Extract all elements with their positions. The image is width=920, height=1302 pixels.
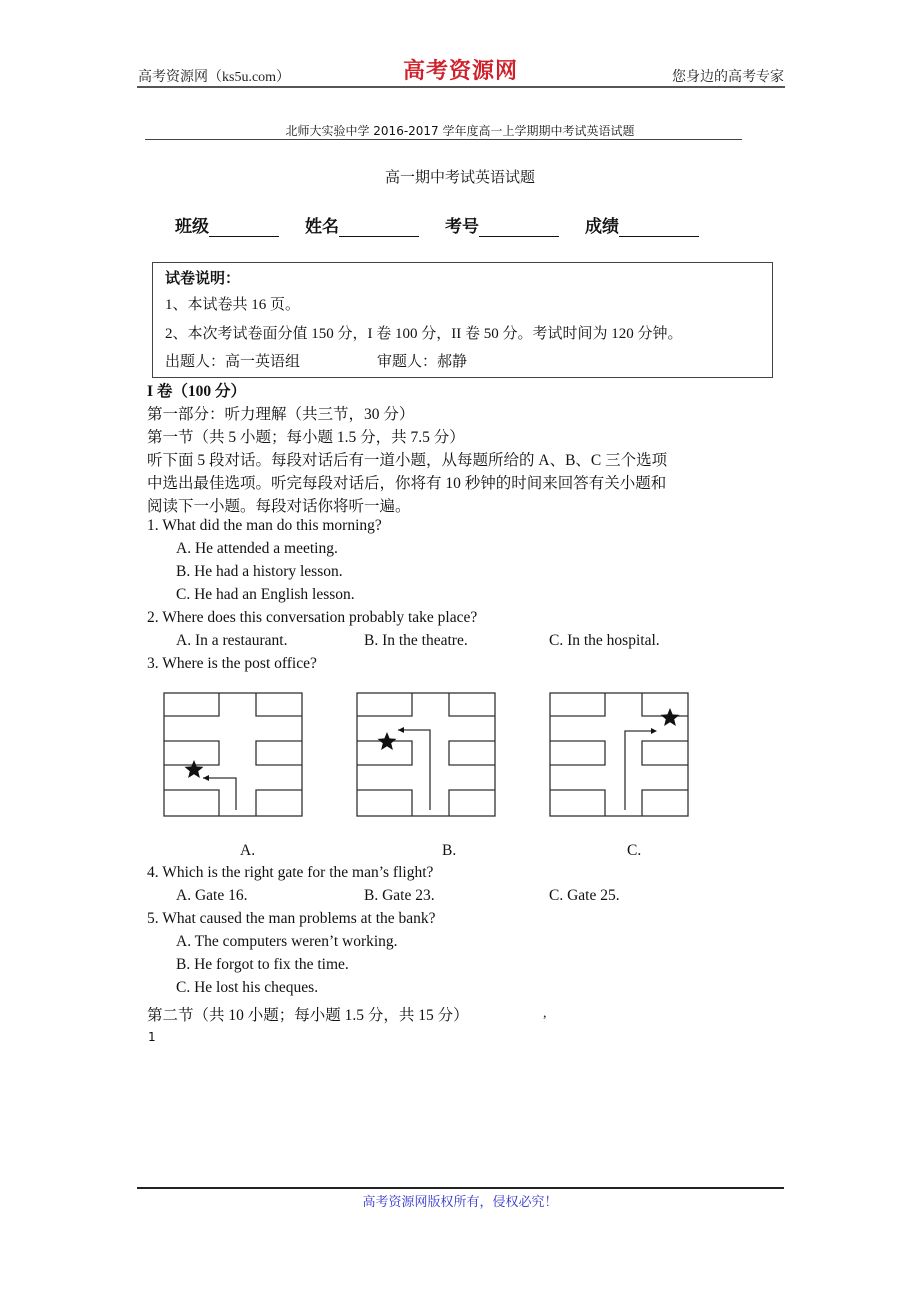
question-4-option-b: B. Gate 23. <box>364 887 435 904</box>
star-icon <box>378 732 397 750</box>
exam-number-label: 考号 <box>445 217 479 236</box>
part-heading: I 卷（100 分） <box>147 383 247 400</box>
exam-number-field[interactable] <box>445 212 559 237</box>
question-1-option-c: C. He had an English lesson. <box>176 586 355 603</box>
section-heading: 第一部分：听力理解（共三节，30 分） <box>147 406 415 423</box>
question-4-option-a: A. Gate 16. <box>176 887 248 904</box>
question-4-stem: 4. Which is the right gate for the man’s flight? <box>147 864 434 881</box>
instructions-line-2: 中选出最佳选项。听完每段对话后，你将有 10 秒钟的时间来回答有关小题和 <box>147 475 667 492</box>
notes-author: 出题人：高一英语组 <box>165 354 301 370</box>
map-b-label: B. <box>442 842 457 859</box>
star-icon <box>661 708 680 726</box>
title-divider <box>145 139 742 140</box>
question-1-stem: 1. What did the man do this morning? <box>147 517 382 534</box>
question-5-option-b: B. He forgot to fix the time. <box>176 956 349 973</box>
site-name: 高考资源网（ks5u.com） <box>138 70 291 85</box>
stray-mark: , <box>543 1006 547 1021</box>
map-c-label: C. <box>627 842 642 859</box>
name-field[interactable] <box>305 212 419 237</box>
score-field[interactable] <box>585 212 699 237</box>
page-number: 1 <box>148 1030 156 1044</box>
question-3-stem: 3. Where is the post office? <box>147 655 317 672</box>
name-blank[interactable] <box>339 218 419 237</box>
exam-notes-box <box>152 262 773 378</box>
instructions-line-3: 阅读下一小题。每段对话你将听一遍。 <box>147 498 411 515</box>
score-label: 成绩 <box>585 217 619 236</box>
subsection-1-heading: 第一节（共 5 小题；每小题 1.5 分，共 7.5 分） <box>147 429 465 446</box>
header-divider <box>137 86 785 88</box>
map-c-diagram <box>549 692 689 817</box>
question-1-option-b: B. He had a history lesson. <box>176 563 343 580</box>
class-blank[interactable] <box>209 218 279 237</box>
notes-line-1: 1、本试卷共 16 页。 <box>165 297 301 313</box>
question-4-option-c: C. Gate 25. <box>549 887 620 904</box>
question-2-option-b: B. In the theatre. <box>364 632 468 649</box>
question-2-stem: 2. Where does this conversation probably take place? <box>147 609 478 626</box>
notes-title: 试卷说明： <box>165 271 241 287</box>
exam-title: 高一期中考试英语试题 <box>384 170 535 186</box>
question-2-option-c: C. In the hospital. <box>549 632 660 649</box>
site-slogan: 您身边的高考专家 <box>672 70 784 85</box>
question-5-stem: 5. What caused the man problems at the bank? <box>147 910 436 927</box>
question-2-option-a: A. In a restaurant. <box>176 632 288 649</box>
exam-number-blank[interactable] <box>479 218 559 237</box>
site-logo: 高考资源网 <box>403 58 519 84</box>
map-b-diagram <box>356 692 496 817</box>
footer-divider <box>137 1187 784 1189</box>
class-label: 班级 <box>175 217 209 236</box>
notes-reviewer: 审题人：郝静 <box>377 354 468 370</box>
name-label: 姓名 <box>305 217 339 236</box>
question-5-option-c: C. He lost his cheques. <box>176 979 319 996</box>
school-title: 北师大实验中学 2016-2017 学年度高一上学期期中考试英语试题 <box>285 124 635 138</box>
score-blank[interactable] <box>619 218 699 237</box>
footer-copyright: 高考资源网版权所有，侵权必究！ <box>362 1194 558 1209</box>
notes-line-2: 2、本次考试卷面分值 150 分，I 卷 100 分，II 卷 50 分。考试时间为 120 分钟。 <box>165 326 683 342</box>
question-5-option-a: A. The computers weren’t working. <box>176 933 398 950</box>
class-field[interactable] <box>175 212 279 237</box>
star-icon <box>185 760 204 778</box>
question-1-option-a: A. He attended a meeting. <box>176 540 338 557</box>
map-a-diagram <box>163 692 303 817</box>
instructions-line-1: 听下面 5 段对话。每段对话后有一道小题，从每题所给的 A、B、C 三个选项 <box>147 452 668 469</box>
map-a-label: A. <box>240 842 256 859</box>
student-info-row <box>175 212 735 237</box>
subsection-2-heading: 第二节（共 10 小题；每小题 1.5 分，共 15 分） <box>147 1007 469 1024</box>
